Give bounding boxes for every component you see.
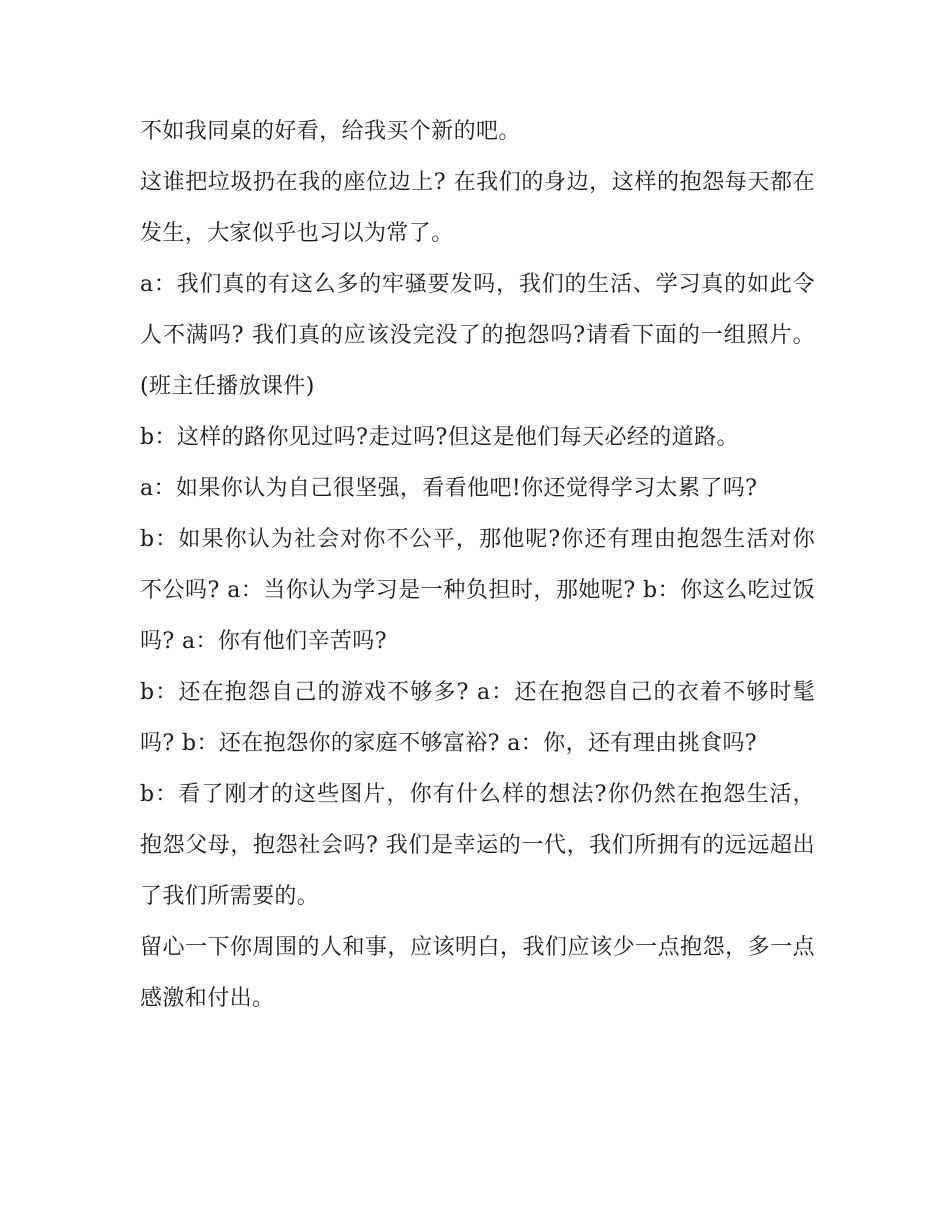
paragraph-6: b：如果你认为社会对你不公平，那他呢?你还有理由抱怨生活对你不公吗? a：当你认为学习是一种负担时，那她呢? b：你这么吃过饭吗? a：你有他们辛苦吗? [140,527,815,654]
paragraph-7: b：还在抱怨自己的游戏不够多? a：还在抱怨自己的衣着不够时髦吗? b：还在抱怨你的家庭不够富裕? a：你，还有理由挑食吗? [140,680,815,756]
paragraph-9: 留心一下你周围的人和事，应该明白，我们应该少一点抱怨，多一点感激和付出。 [140,935,815,1011]
paragraph-8: b：看了刚才的这些图片，你有什么样的想法?你仍然在抱怨生活，抱怨父母，抱怨社会吗? 我们是幸运的一代，我们所拥有的远远超出了我们所需要的。 [140,782,815,909]
paragraph-2: 这谁把垃圾扔在我的座位边上? 在我们的身边，这样的抱怨每天都在发生，大家似乎也习以为常了。 [140,170,815,246]
paragraph-3: a：我们真的有这么多的牢骚要发吗，我们的生活、学习真的如此令人不满吗? 我们真的应该没完没了的抱怨吗?请看下面的一组照片。 (班主任播放课件) [140,272,815,399]
paragraph-4: b：这样的路你见过吗?走过吗?但这是他们每天必经的道路。 [140,425,739,450]
document-body [140,106,815,1024]
paragraph-1: 不如我同桌的好看，给我买个新的吧。 [140,119,521,144]
paragraph-5: a：如果你认为自己很坚强，看看他吧!你还觉得学习太累了吗? [140,476,758,501]
